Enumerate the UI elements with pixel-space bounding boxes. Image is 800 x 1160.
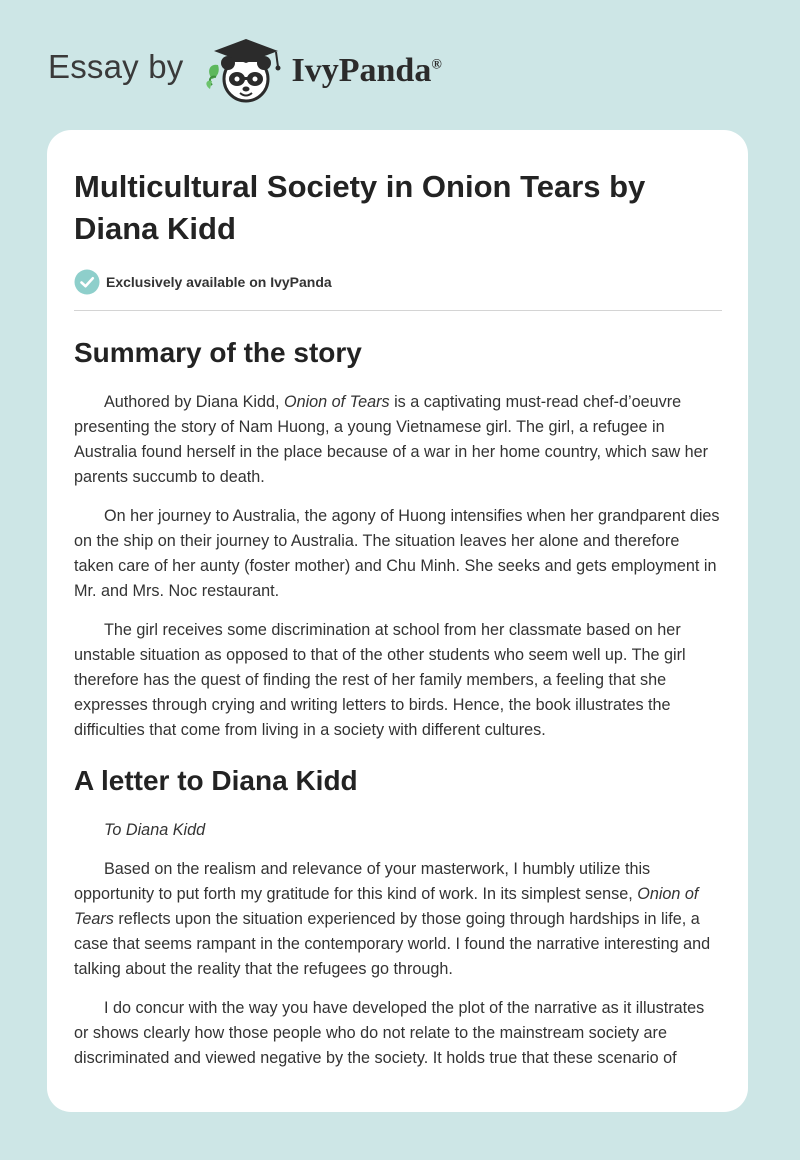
paragraph: Based on the realism and relevance of your masterwork, I humbly utilize this opportunity to put forth my gratitude for this kind of work. In its simplest sense, Onion of Tears reflects upon the situation experienced by those going through hardships in life, a case that seems rampant in the contemporary world. I found the narrative interesting and talking about the reality that the refugees go through.: [74, 860, 711, 978]
letter-salutation: To Diana Kidd: [104, 821, 206, 839]
book-title: Onion of Tears: [74, 885, 699, 928]
title-divider: [74, 310, 722, 311]
exclusive-badge-text: Exclusively available on IvyPanda: [106, 274, 332, 290]
registered-mark: ®: [431, 57, 442, 73]
book-title: Onion of Tears: [283, 393, 390, 411]
check-circle-icon: [74, 269, 100, 295]
section-heading-summary: Summary of the story: [74, 337, 362, 368]
section-heading-letter: A letter to Diana Kidd: [74, 765, 358, 796]
panda-graduation-cap-icon[interactable]: [198, 35, 286, 107]
exclusive-badge: [74, 268, 722, 296]
paragraph: Authored by Diana Kidd, Onion of Tears is a captivating must-read chef-d’oeuvre presenting the story of Nam Huong, a young Vietnamese girl. The girl, a refugee in Australia found herself in the place because of a war in her home country, which saw her parents succumb to death.: [74, 393, 709, 486]
paragraph: On her journey to Australia, the agony of Huong intensifies when her grandparent dies on the ship on their journey to Australia. The situation leaves her alone and therefore taken care of her aunty (foster mother) and Chu Minh. She seeks and gets employment in Mr. and Mrs. Noc restaurant.: [74, 507, 720, 600]
paragraph: The girl receives some discrimination at school from her classmate based on her unstable situation as opposed to that of the other students who seem well up. The girl therefore has the quest of finding the rest of her family members, a feeling that she expresses through crying and writing letters to birds. Hence, the book illustrates the difficulties that come from living in a society with different cultures.: [74, 621, 686, 739]
article-card: [47, 130, 748, 1112]
paragraph: I do concur with the way you have developed the plot of the narrative as it illustrates or shows clearly how those people who do not relate to the mainstream society are discriminated and viewed negative by the society. It holds true that these scenario of: [74, 999, 705, 1067]
brand-name[interactable]: IvyPanda®: [291, 52, 442, 89]
article-content: [74, 130, 722, 1071]
article-title: Multicultural Society in Onion Tears by Diana Kidd: [74, 169, 646, 246]
site-header: [48, 36, 442, 106]
essay-by-label: Essay by: [48, 48, 184, 85]
